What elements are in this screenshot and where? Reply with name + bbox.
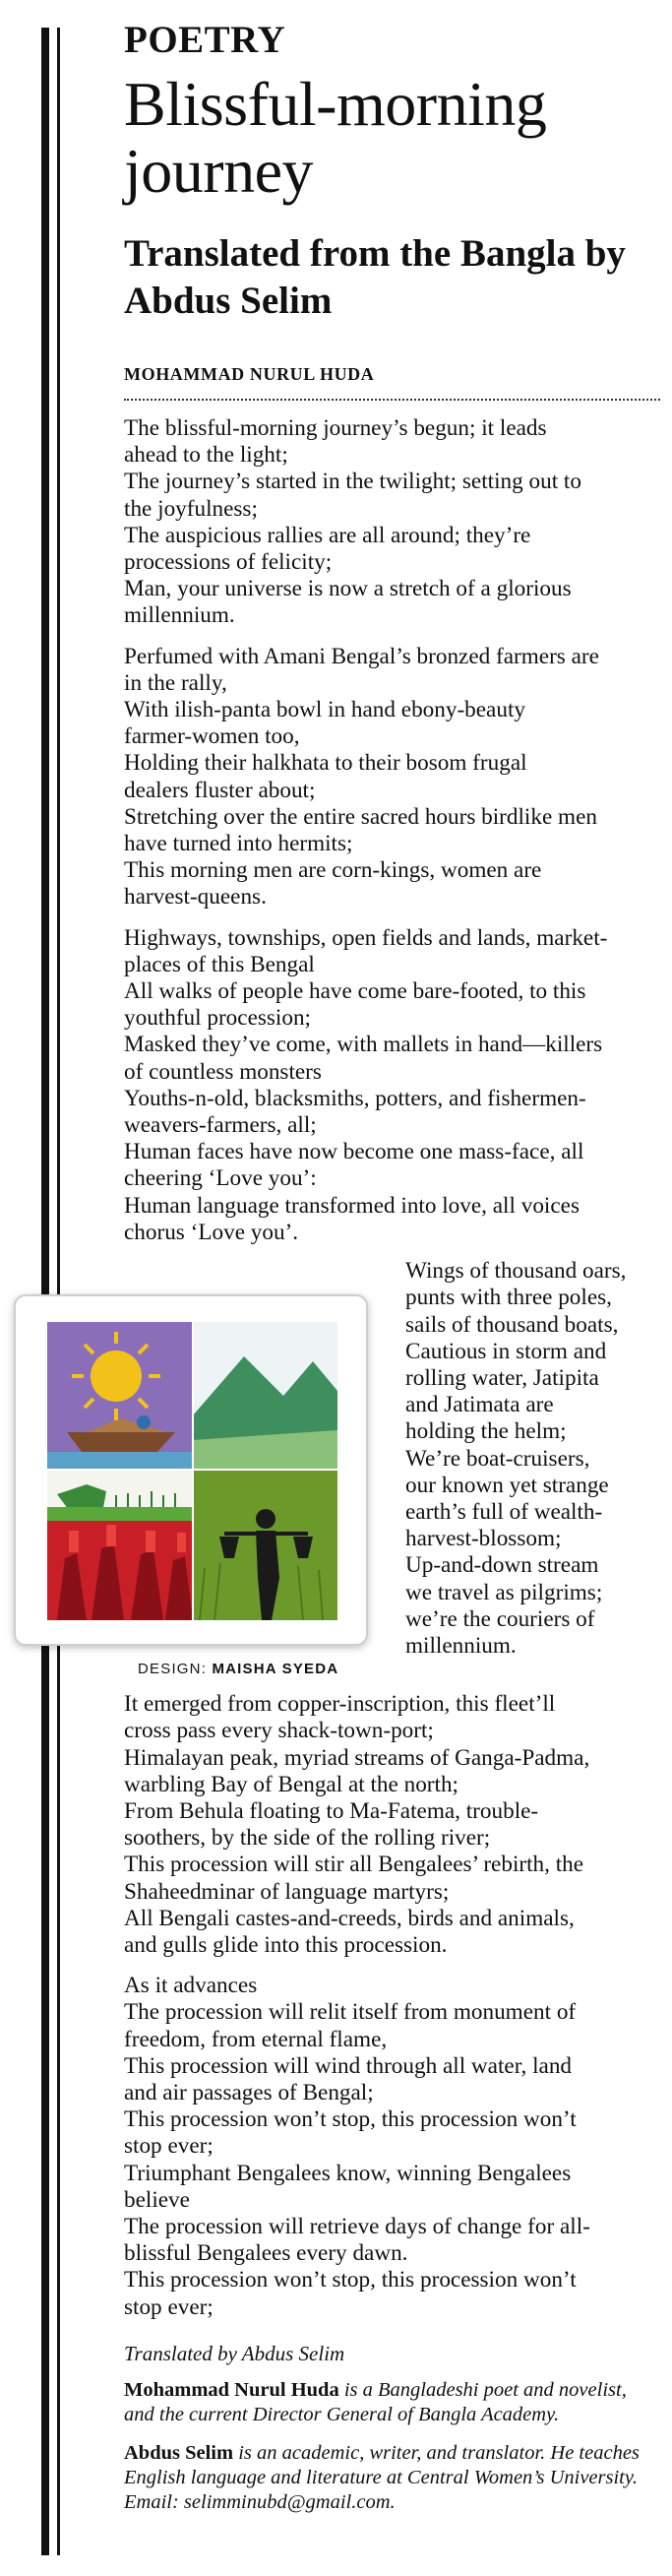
subtitle: Translated from the Bangla by Abdus Selim: [124, 232, 626, 322]
column-rule-thin: [57, 28, 60, 2555]
poem-line: places of this Bengal: [124, 951, 315, 977]
poem-line: Holding their halkhata to their bosom frugal: [124, 750, 527, 777]
poem-line: The auspicious rallies are all around; they’re: [124, 522, 531, 548]
poem-line: This morning men are corn-kings, women are: [124, 857, 542, 884]
poem-line: blissful Bengalees every dawn.: [124, 2240, 408, 2267]
design-credit: [138, 1661, 338, 1677]
author-bio: [124, 2378, 660, 2427]
designer-name: MAISHA SYEDA: [212, 1661, 339, 1677]
poem-line: The procession will retrieve days of change for all-: [124, 2213, 590, 2239]
poem-line: As it advances: [124, 1973, 258, 1999]
poem-line: Perfumed with Amani Bengal’s bronzed farmers are: [124, 643, 599, 669]
poem-line: cheering ‘Love you’:: [124, 1165, 317, 1192]
poem-line: Himalayan peak, myriad streams of Ganga-Padma,: [124, 1744, 590, 1771]
poem-line: and gulls glide into this procession.: [124, 1931, 448, 1958]
poem-line: Masked they’ve come, with mallets in hand—killers: [124, 1032, 603, 1058]
translator-bio: [124, 2441, 660, 2515]
poem-line: harvest-queens.: [124, 884, 267, 911]
article: [124, 18, 660, 2515]
poem-line: All Bengali castes-and-creeds, birds and animals,: [124, 1905, 575, 1931]
bio-name: Abdus Selim: [124, 2441, 234, 2464]
poem-line: Shaheedminar of language martyrs;: [124, 1878, 450, 1905]
poem-line: youthful procession;: [124, 1005, 311, 1032]
poem-line: From Behula floating to Ma-Fatema, trouble-: [124, 1797, 539, 1824]
poem-line: Wings of thousand oars,: [405, 1258, 627, 1285]
poem-line: All walks of people have come bare-footed, to this: [124, 978, 586, 1005]
poem-line: It emerged from copper-inscription, this fleet’ll: [124, 1691, 556, 1718]
poem-line: warbling Bay of Bengal at the north;: [124, 1771, 459, 1797]
translator-note: Translated by Abdus Selim: [124, 2341, 345, 2365]
poem-line: This procession will stir all Bengalees’ rebirth, the: [124, 1852, 584, 1878]
poem-line: stop ever;: [124, 2293, 214, 2320]
poem-line: believe: [124, 2186, 190, 2213]
poem-line: We’re boat-cruisers,: [405, 1445, 590, 1472]
author-byline: MOHAMMAD NURUL HUDA: [124, 364, 660, 401]
poem-line: The blissful-morning journey’s begun; it leads: [124, 415, 547, 441]
stanza-3: [124, 925, 660, 1246]
poem-line: Highways, townships, open fields and lands, market-: [124, 924, 608, 951]
stanza-1: [124, 415, 660, 630]
stanza-4: [405, 1258, 666, 1660]
stanza-5: [124, 1691, 660, 1959]
poem-line: our known yet strange: [405, 1472, 609, 1498]
bio-text: is a Bangladeshi poet and novelist, and the current Director General of Bangla Academy.: [124, 2378, 627, 2425]
stanza-2: [124, 644, 660, 911]
poem-line: Man, your universe is now a stretch of a glorious: [124, 576, 572, 602]
poem-line: soothers, by the side of the rolling river;: [124, 1825, 491, 1852]
poem-line: farmer-women too,: [124, 723, 300, 750]
poem-line: Human language transformed into love, all voices: [124, 1192, 580, 1219]
poem-line: punts with three poles,: [405, 1285, 612, 1311]
poem-line: harvest-blossom;: [405, 1526, 562, 1552]
poem-line: Cautious in storm and: [405, 1338, 607, 1364]
poem-line: weavers-farmers, all;: [124, 1112, 317, 1139]
poem-line: millennium.: [124, 602, 235, 629]
poem-line: sails of thousand boats,: [405, 1311, 619, 1338]
poem-line: cross pass every shack-town-port;: [124, 1718, 434, 1744]
poem-line: The procession will relit itself from monument of: [124, 1999, 577, 2026]
design-credit-label: DESIGN:: [138, 1661, 208, 1677]
page-title: Blissful-morning journey: [124, 69, 547, 206]
poem-line: of countless monsters: [124, 1058, 322, 1085]
poem-line: Up-and-down stream: [405, 1552, 599, 1579]
poem-line: we travel as pilgrims;: [405, 1579, 603, 1605]
poem-line: rolling water, Jatipita: [405, 1364, 599, 1391]
poem-line: Human faces have now become one mass-face, all: [124, 1139, 584, 1165]
poem-line: freedom, from eternal flame,: [124, 2026, 388, 2052]
poem-line: we’re the couriers of: [405, 1605, 595, 1632]
poem-line: processions of felicity;: [124, 549, 333, 576]
poem-line: Stretching over the entire sacred hours birdlike men: [124, 803, 597, 830]
bio-name: Mohammad Nurul Huda: [124, 2378, 339, 2401]
bio-text: is an academic, writer, and translator. He teaches English language and literature at Central Women’s University. Email: selimminubd@gmail.com.: [124, 2441, 640, 2513]
poem-line: This procession will wind through all water, land: [124, 2052, 573, 2079]
poem-line: ahead to the light;: [124, 442, 288, 469]
poem-line: Triumphant Bengalees know, winning Bengalees: [124, 2160, 572, 2186]
section-label: POETRY: [124, 19, 286, 61]
poem-line: The journey’s started in the twilight; setting out to: [124, 469, 581, 495]
collage-illustration: [47, 1322, 337, 1620]
poem-line: dealers fluster about;: [124, 777, 316, 803]
poem-line: With ilish-panta bowl in hand ebony-beauty: [124, 697, 525, 723]
poem-line: This procession won’t stop, this procession won’t: [124, 2106, 577, 2133]
poem-line: chorus ‘Love you’.: [124, 1219, 299, 1245]
poem-line: in the rally,: [124, 669, 227, 696]
poem-line: holding the helm;: [405, 1418, 567, 1445]
illustration-frame: [14, 1294, 368, 1646]
poem-line: and Jatimata are: [405, 1392, 554, 1418]
poem-line: the joyfulness;: [124, 495, 258, 522]
poem-line: have turned into hermits;: [124, 831, 353, 857]
column-rule-thick: [41, 28, 49, 2555]
poem-line: millennium.: [405, 1632, 517, 1659]
poem-line: This procession won’t stop, this procession won’t: [124, 2267, 577, 2293]
poem-line: stop ever;: [124, 2133, 214, 2160]
stanza-6: [124, 1973, 660, 2321]
poem-line: earth’s full of wealth-: [405, 1498, 603, 1525]
poem-line: and air passages of Bengal;: [124, 2079, 374, 2105]
poem-line: Youths-n-old, blacksmiths, potters, and fishermen-: [124, 1085, 586, 1111]
